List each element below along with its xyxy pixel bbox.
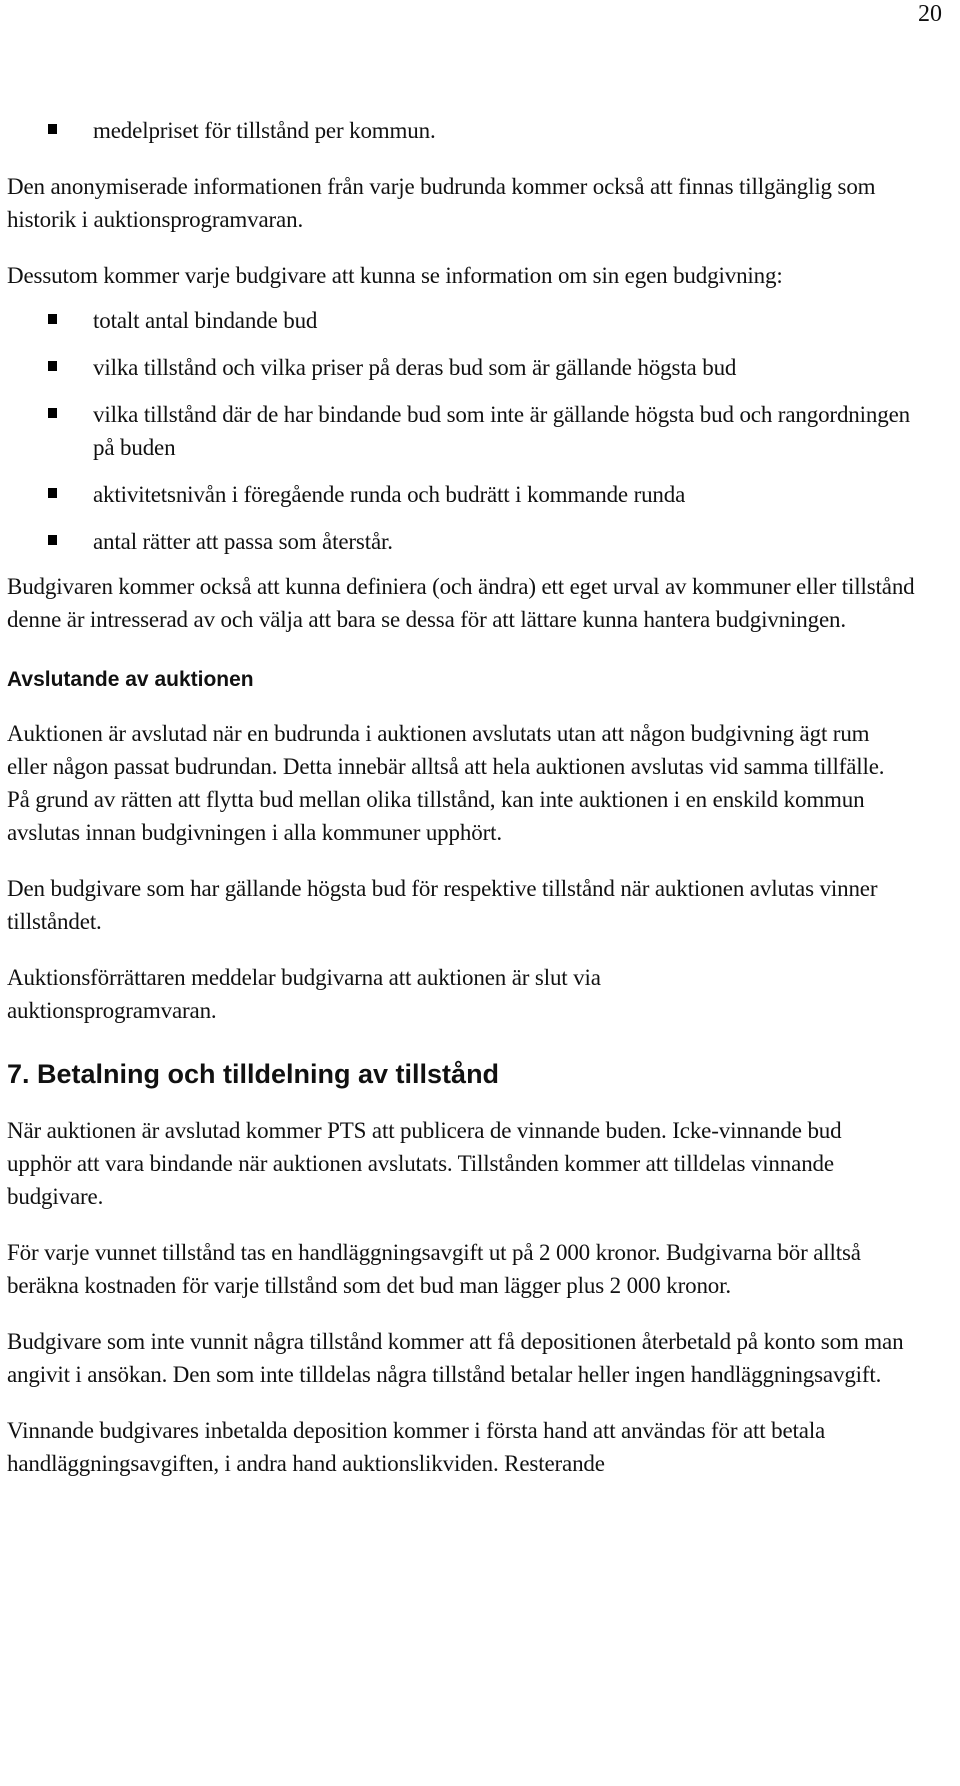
list-item [7, 478, 953, 511]
paragraph-urval: Budgivaren kommer också att kunna definiera (och ändra) ett eget urval av kommuner eller tillstånd denne är intresserad av och välja att bara se dessa för att lättare kunna hantera budgivningen. [7, 574, 915, 632]
page-content [7, 114, 953, 1480]
list-item-text: medelpriset för tillstånd per kommun. [93, 118, 436, 143]
list-item [7, 304, 953, 337]
square-bullet-icon [48, 361, 57, 371]
square-bullet-icon [48, 535, 57, 545]
paragraph-vinner: Den budgivare som har gällande högsta bud för respektive tillstånd när auktionen avlutas vinner tillståndet. [7, 876, 878, 934]
paragraph-anonymous: Den anonymiserade informationen från varje budrunda kommer också att finnas tillgänglig som historik i auktionsprogramvaran. [7, 174, 876, 232]
square-bullet-icon [48, 408, 57, 418]
list-item-text: aktivitetsnivån i föregående runda och budrätt i kommande runda [93, 482, 686, 507]
list-item [7, 114, 953, 147]
paragraph-avslutad: Auktionen är avslutad när en budrunda i auktionen avslutats utan att någon budgivning ägt rum eller någon passat budrundan. Detta innebär alltså att hela auktionen avslutas vid samma tillfälle. På grund av rätten att flytta bud mellan olika tillstånd, kan inte auktionen i en enskild kommun avslutas innan budgivningen i alla kommuner upphört. [7, 721, 885, 845]
paragraph-vinnande: Vinnande budgivares inbetalda deposition kommer i första hand att användas för att betala handläggningsavgiften, i andra hand auktionslikviden. Resterande [7, 1418, 826, 1476]
paragraph-avgift: För varje vunnet tillstånd tas en handläggningsavgift ut på 2 000 kronor. Budgivarna bör alltså beräkna kostnaden för varje tillstånd som det bud man lägger plus 2 000 kronor. [7, 1240, 861, 1298]
list-item-text: vilka tillstånd och vilka priser på deras bud som är gällande högsta bud [93, 355, 737, 380]
bullet-list-top [7, 114, 953, 147]
square-bullet-icon [48, 124, 57, 134]
section-heading-7: 7. Betalning och tilldelning av tillstånd [7, 1059, 500, 1089]
paragraph-meddelar: Auktionsförrättaren meddelar budgivarna att auktionen är slut via auktionsprogramvaran. [7, 965, 601, 1023]
paragraph-publicera: När auktionen är avslutad kommer PTS att publicera de vinnande buden. Icke-vinnande bud upphör att vara bindande när auktionen avslutats. Tillstånden kommer att tilldelas vinnande budgivare. [7, 1118, 842, 1209]
list-item-text: vilka tillstånd där de har bindande bud som inte är gällande högsta bud och rangordningen på buden [93, 402, 910, 460]
bullet-list-own-bids [7, 304, 953, 558]
square-bullet-icon [48, 314, 57, 324]
list-item-text: totalt antal bindande bud [93, 308, 318, 333]
square-bullet-icon [48, 488, 57, 498]
subheading-avslutande: Avslutande av auktionen [7, 668, 254, 691]
paragraph-dessutom: Dessutom kommer varje budgivare att kunna se information om sin egen budgivning: [7, 263, 783, 288]
list-item [7, 351, 953, 384]
list-item [7, 398, 913, 464]
list-item-text: antal rätter att passa som återstår. [93, 529, 393, 554]
list-item [7, 525, 953, 558]
paragraph-deposition: Budgivare som inte vunnit några tillstånd kommer att få depositionen återbetald på konto som man angivit i ansökan. Den som inte tilldelas några tillstånd betalar heller ingen handläggningsavgift. [7, 1329, 904, 1387]
page-number: 20 [918, 1, 942, 27]
